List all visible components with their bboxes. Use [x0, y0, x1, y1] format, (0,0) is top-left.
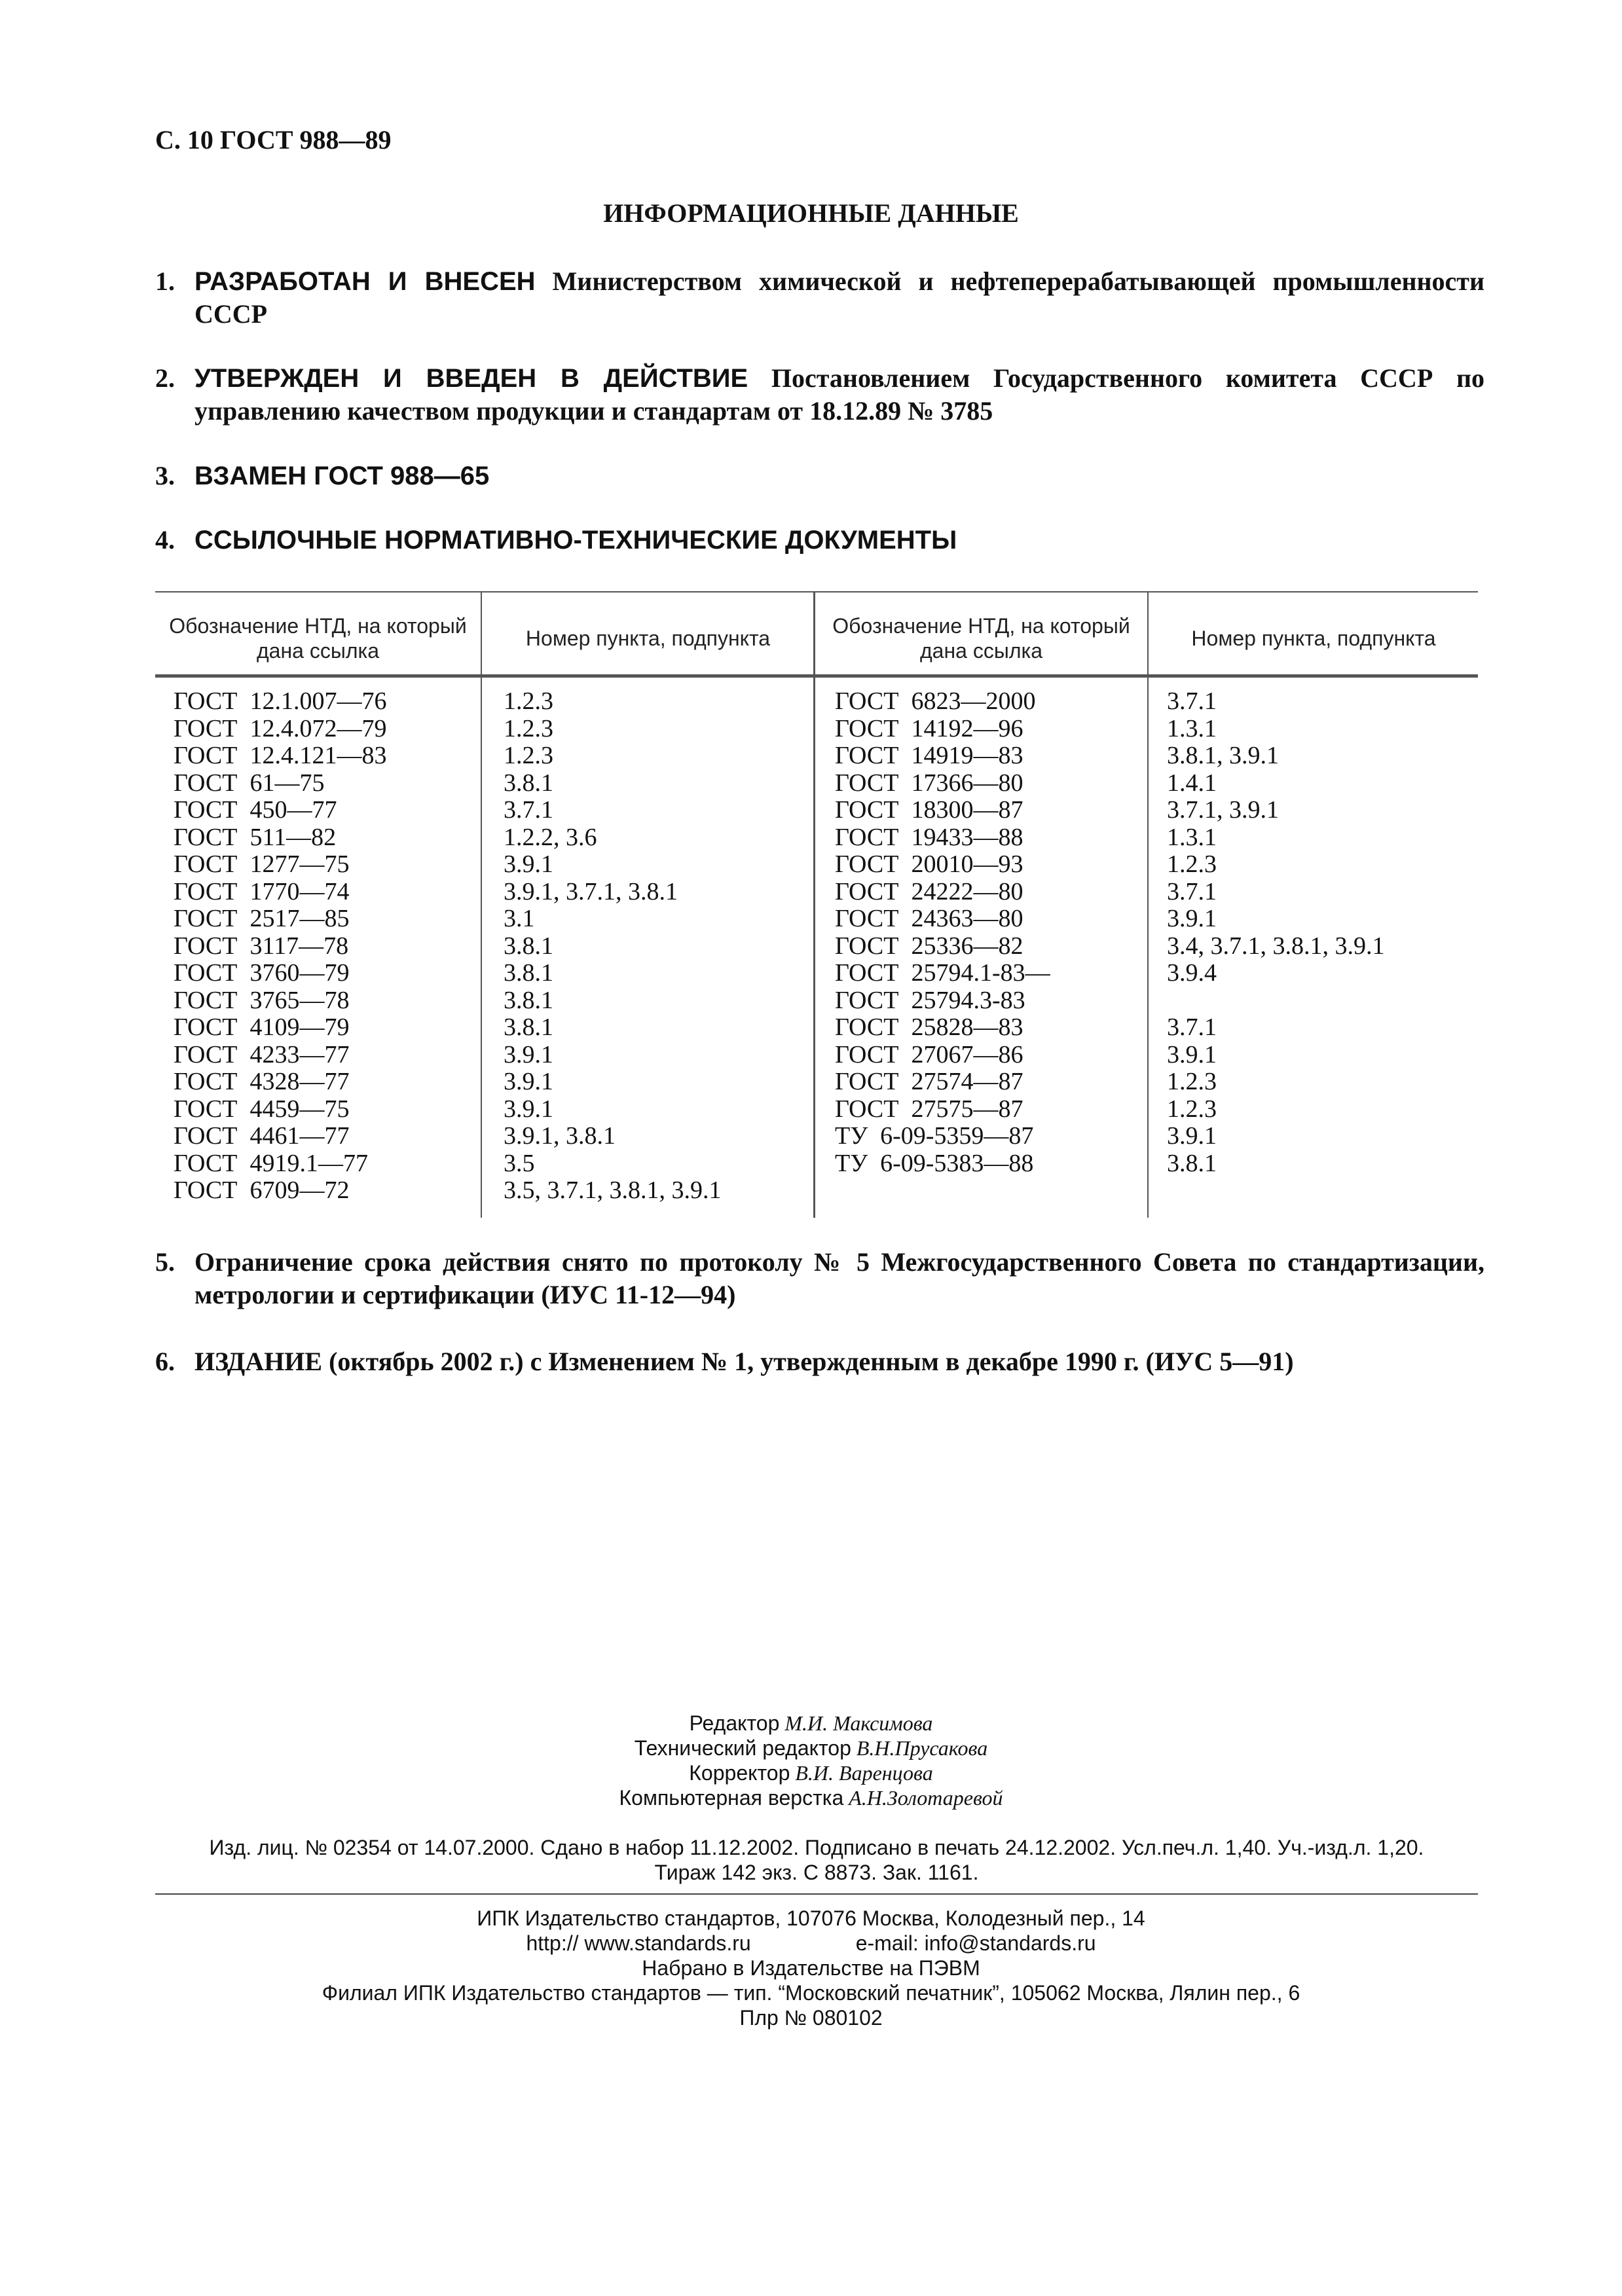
table-cell: 3.9.1 — [504, 850, 553, 878]
item-number: 1. — [155, 266, 175, 296]
column-divider — [481, 591, 482, 1218]
table-cell: ГОСТ 27575—87 — [835, 1095, 1023, 1123]
table-cell: ГОСТ 2517—85 — [174, 905, 350, 932]
table-cell: 1.2.2, 3.6 — [504, 823, 597, 851]
table-cell: ГОСТ 4919.1—77 — [174, 1149, 368, 1177]
info-item-6 — [155, 1345, 1484, 1378]
table-cell: ГОСТ 19433—88 — [835, 823, 1023, 851]
item-text: ВЗАМЕН ГОСТ 988—65 — [194, 462, 490, 490]
reference-documents-table — [155, 591, 1478, 1218]
table-cell: 1.2.3 — [504, 742, 553, 769]
typeset-note: Набрано в Издательстве на ПЭВМ — [642, 1956, 980, 1980]
table-cell: 3.1 — [504, 905, 535, 932]
table-cell: ГОСТ 24363—80 — [835, 905, 1023, 932]
credit-line: Компьютерная верстка А.Н.Золотаревой — [619, 1786, 1003, 1810]
info-item-3 — [155, 460, 1484, 492]
item-lead: УТВЕРЖДЕН И ВВЕДЕН В ДЕЙСТВИЕ — [194, 364, 748, 393]
item-number: 6. — [155, 1347, 175, 1376]
table-cell: 3.9.1 — [1167, 905, 1217, 932]
table-cell: 3.7.1, 3.9.1 — [1167, 796, 1279, 824]
table-cell: ГОСТ 25336—82 — [835, 932, 1023, 960]
table-cell: 3.9.4 — [1167, 959, 1217, 987]
table-cell: 3.9.1, 3.7.1, 3.8.1 — [504, 877, 678, 905]
table-cell: 3.5 — [504, 1149, 535, 1177]
table-cell: ГОСТ 4459—75 — [174, 1095, 350, 1123]
item-text: ИЗДАНИЕ (октябрь 2002 г.) с Изменением № 1, утвержденным в декабре 1990 г. (ИУС 5—91) — [194, 1347, 1294, 1376]
table-cell: ГОСТ 1770—74 — [174, 877, 350, 905]
table-cell: 3.9.1 — [1167, 1122, 1217, 1150]
item-text: Министерством химической и нефтеперерабатывающей промышленности СССР — [194, 266, 1485, 329]
credit-line: Технический редактор В.Н.Прусакова — [634, 1736, 988, 1760]
table-cell: ГОСТ 1277—75 — [174, 850, 350, 878]
item-text: Постановлением Государственного комитета СССР по управлению качеством продукции и стандартам от 18.12.89 № 3785 — [194, 363, 1484, 426]
table-cell: ТУ 6-09-5383—88 — [835, 1149, 1034, 1177]
table-cell: ГОСТ 6709—72 — [174, 1176, 350, 1204]
left-clause-column — [504, 688, 722, 1205]
table-cell: 3.8.1, 3.9.1 — [1167, 742, 1279, 769]
table-top-rule — [155, 591, 1478, 592]
branch-address: Филиал ИПК Издательство стандартов — тип. “Московский печатник”, 105062 Москва, Лялин пер., 6 — [322, 1981, 1300, 2005]
table-cell: 3.7.1 — [504, 796, 553, 824]
table-cell: 1.4.1 — [1167, 769, 1217, 797]
column-divider — [813, 591, 815, 1218]
table-header-cell: Обозначение НТД, на который дана ссылка — [169, 614, 467, 663]
credit-line: Корректор В.И. Варенцова — [689, 1761, 933, 1785]
table-cell: ГОСТ 3760—79 — [174, 959, 350, 987]
table-cell: ГОСТ 20010—93 — [835, 850, 1023, 878]
table-cell: 3.9.1 — [504, 1068, 553, 1095]
table-cell: 3.8.1 — [504, 769, 553, 797]
table-cell: 3.8.1 — [504, 1013, 553, 1041]
table-cell: 3.9.1 — [504, 1040, 553, 1068]
left-doc-column — [174, 688, 387, 1205]
table-cell: 3.7.1 — [1167, 877, 1217, 905]
imprint — [0, 1906, 1622, 2030]
table-header-cell: Номер пункта, подпункта — [525, 627, 771, 650]
right-clause-column — [1167, 688, 1385, 1177]
table-header-cell: Обозначение НТД, на который дана ссылка — [832, 614, 1130, 663]
item-text: ССЫЛОЧНЫЕ НОРМАТИВНО-ТЕХНИЧЕСКИЕ ДОКУМЕНТЫ — [194, 526, 957, 555]
item-number: 3. — [155, 461, 175, 490]
table-cell: 3.9.1, 3.8.1 — [504, 1122, 616, 1150]
table-cell: 3.8.1 — [1167, 1149, 1217, 1177]
table-header-rule — [155, 674, 1478, 678]
info-item-1 — [155, 265, 1484, 331]
page-header: С. 10 ГОСТ 988—89 — [155, 125, 392, 155]
table-cell: ГОСТ 4109—79 — [174, 1013, 350, 1041]
table-cell: 3.8.1 — [504, 986, 553, 1014]
table-cell: ГОСТ 27067—86 — [835, 1040, 1023, 1068]
table-cell: 3.4, 3.7.1, 3.8.1, 3.9.1 — [1167, 932, 1385, 960]
website-link[interactable]: http:// www.standards.ru — [526, 1931, 751, 1955]
table-cell: ГОСТ 17366—80 — [835, 769, 1023, 797]
table-cell: ГОСТ 18300—87 — [835, 796, 1023, 824]
info-item-2 — [155, 362, 1484, 428]
table-cell: 3.7.1 — [1167, 687, 1217, 715]
right-doc-column — [835, 688, 1050, 1177]
item-number: 5. — [155, 1247, 175, 1277]
publisher-address: ИПК Издательство стандартов, 107076 Москва, Колодезный пер., 14 — [477, 1906, 1145, 1930]
table-cell: ГОСТ 450—77 — [174, 796, 337, 824]
item-number: 4. — [155, 525, 175, 555]
item-number: 2. — [155, 363, 175, 393]
table-cell: ГОСТ 4328—77 — [174, 1068, 350, 1095]
item-text: Ограничение срока действия снято по протоколу № 5 Межгосударственного Совета по стандартизации, метрологии и сертификации (ИУС 11-12—94) — [194, 1247, 1484, 1309]
table-cell: ГОСТ 27574—87 — [835, 1068, 1023, 1095]
column-divider — [1147, 591, 1149, 1218]
table-cell: ГОСТ 24222—80 — [835, 877, 1023, 905]
table-cell: 3.9.1 — [504, 1095, 553, 1123]
info-item-4 — [155, 524, 1484, 556]
table-cell — [1167, 987, 1385, 1015]
table-cell: ГОСТ 12.4.121—83 — [174, 742, 387, 769]
table-cell: ТУ 6-09-5359—87 — [835, 1122, 1034, 1150]
table-cell: ГОСТ 511—82 — [174, 823, 337, 851]
table-cell: 1.3.1 — [1167, 823, 1217, 851]
table-cell: 1.3.1 — [1167, 714, 1217, 742]
table-cell: ГОСТ 4461—77 — [174, 1122, 350, 1150]
table-cell: ГОСТ 6823—2000 — [835, 687, 1036, 715]
table-cell: ГОСТ 12.4.072—79 — [174, 714, 387, 742]
publication-info — [155, 1835, 1478, 1885]
table-cell: 1.2.3 — [1167, 1068, 1217, 1095]
table-cell: ГОСТ 61—75 — [174, 769, 325, 797]
table-cell: 3.8.1 — [504, 959, 553, 987]
table-cell: ГОСТ 14192—96 — [835, 714, 1023, 742]
table-cell: ГОСТ 14919—83 — [835, 742, 1023, 769]
table-cell: 1.2.3 — [504, 714, 553, 742]
web-contacts — [0, 1931, 1622, 1956]
table-cell: ГОСТ 4233—77 — [174, 1040, 350, 1068]
email-link[interactable]: e-mail: info@standards.ru — [855, 1931, 1096, 1955]
table-cell: 3.7.1 — [1167, 1013, 1217, 1041]
table-cell: 3.5, 3.7.1, 3.8.1, 3.9.1 — [504, 1176, 722, 1204]
table-cell: ГОСТ 12.1.007—76 — [174, 687, 387, 715]
table-cell: 1.2.3 — [1167, 850, 1217, 878]
table-cell: 1.2.3 — [1167, 1095, 1217, 1123]
table-cell: ГОСТ 25794.1-83— — [835, 959, 1050, 987]
info-item-5 — [155, 1246, 1484, 1311]
table-cell: ГОСТ 3117—78 — [174, 932, 349, 960]
table-cell: 1.2.3 — [504, 687, 553, 715]
table-header-cell: Номер пункта, подпункта — [1191, 627, 1436, 650]
plr-number: Плр № 080102 — [739, 2006, 883, 2030]
credit-line: Редактор М.И. Максимова — [689, 1711, 933, 1735]
credits — [0, 1711, 1622, 1810]
document-title: ИНФОРМАЦИОННЫЕ ДАННЫЕ — [603, 198, 1019, 228]
table-cell: 3.8.1 — [504, 932, 553, 960]
footer-divider — [155, 1893, 1478, 1895]
table-cell: ГОСТ 3765—78 — [174, 986, 350, 1014]
item-lead: РАЗРАБОТАН И ВНЕСЕН — [194, 267, 536, 296]
table-cell: ГОСТ 25828—83 — [835, 1013, 1023, 1041]
publication-info-line: Изд. лиц. № 02354 от 14.07.2000. Сдано в набор 11.12.2002. Подписано в печать 24.12.2002. Усл.печ.л. 1,40. Уч.-изд.л. 1,20. — [209, 1836, 1424, 1859]
table-cell: 3.9.1 — [1167, 1040, 1217, 1068]
publication-info-line: Тираж 142 экз. С 8873. Зак. 1161. — [654, 1861, 979, 1884]
table-cell: ГОСТ 25794.3-83 — [835, 986, 1025, 1014]
